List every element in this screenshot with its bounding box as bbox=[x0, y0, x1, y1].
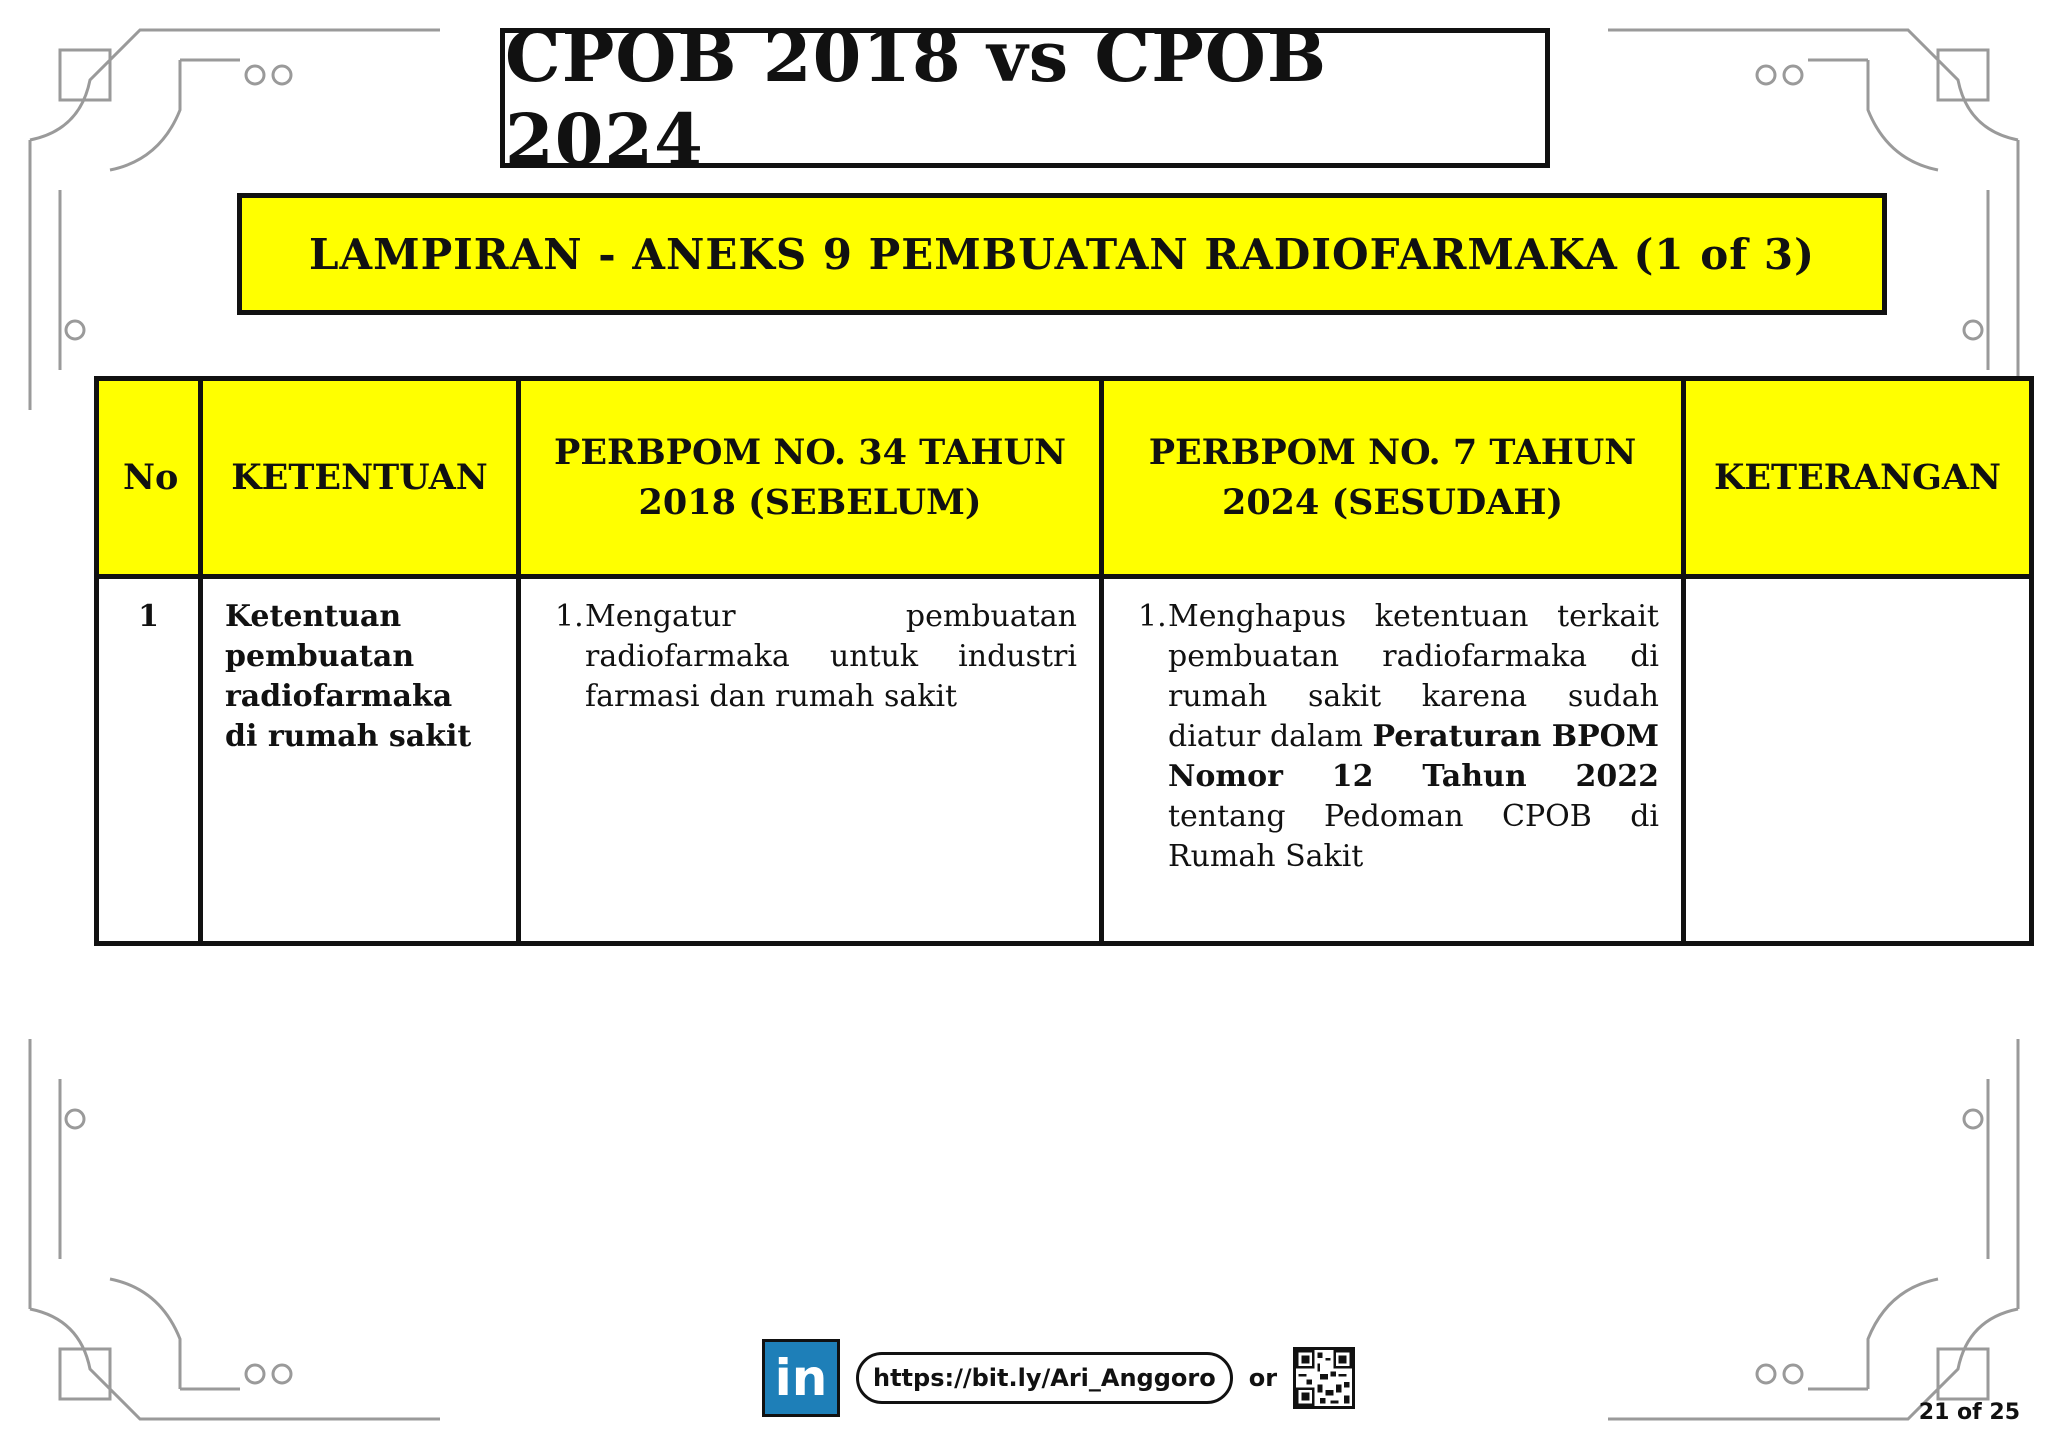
header-ketentuan: KETENTUAN bbox=[201, 379, 519, 577]
header-sesudah: PERBPOM NO. 7 TAHUN 2024 (SESUDAH) bbox=[1102, 379, 1684, 577]
list-item bbox=[1126, 597, 1659, 877]
list-number: 1. bbox=[1138, 599, 1167, 634]
regulation-reference: Peraturan BPOM Nomor 12 Tahun 2022 bbox=[1168, 719, 1660, 794]
table-header-row bbox=[97, 379, 2032, 577]
list-item bbox=[543, 597, 1077, 717]
qr-code-icon[interactable] bbox=[1293, 1347, 1355, 1409]
page-title: CPOB 2018 vs CPOB 2024 bbox=[500, 28, 1550, 168]
text-post: tentang Pedoman CPOB di Rumah Sakit bbox=[1168, 799, 1659, 874]
header-keterangan: KETERANGAN bbox=[1684, 379, 2032, 577]
or-label: or bbox=[1248, 1364, 1278, 1392]
cell-sesudah bbox=[1102, 577, 1684, 944]
footer bbox=[762, 1338, 1355, 1418]
cell-keterangan bbox=[1684, 577, 2032, 944]
cell-sebelum bbox=[519, 577, 1102, 944]
list-text bbox=[1168, 597, 1659, 877]
section-subtitle: LAMPIRAN - ANEKS 9 PEMBUATAN RADIOFARMAKA (1 of 3) bbox=[237, 193, 1887, 315]
cell-ketentuan: Ketentuan pembuatan radiofarmaka di rumah sakit bbox=[201, 577, 519, 944]
list-text: Mengatur pembuatan radiofarmaka untuk industri farmasi dan rumah sakit bbox=[585, 599, 1077, 714]
corner-ornament-bottom-right bbox=[1588, 1009, 2028, 1429]
table-row bbox=[97, 577, 2032, 944]
header-no: No bbox=[97, 379, 201, 577]
list-number: 1. bbox=[555, 599, 584, 634]
linkedin-icon[interactable]: in bbox=[762, 1339, 840, 1417]
header-sebelum: PERBPOM NO. 34 TAHUN 2018 (SEBELUM) bbox=[519, 379, 1102, 577]
page-number: 21 of 25 bbox=[1918, 1400, 2020, 1425]
comparison-table bbox=[94, 376, 2034, 946]
cell-no: 1 bbox=[97, 577, 201, 944]
text-pre: Menghapus ketentuan terkait pembuatan radiofarmaka di rumah sakit karena sudah diatur dalam bbox=[1168, 599, 1659, 754]
profile-link[interactable]: https://bit.ly/Ari_Anggoro bbox=[856, 1352, 1233, 1404]
corner-ornament-bottom-left bbox=[20, 1009, 460, 1429]
